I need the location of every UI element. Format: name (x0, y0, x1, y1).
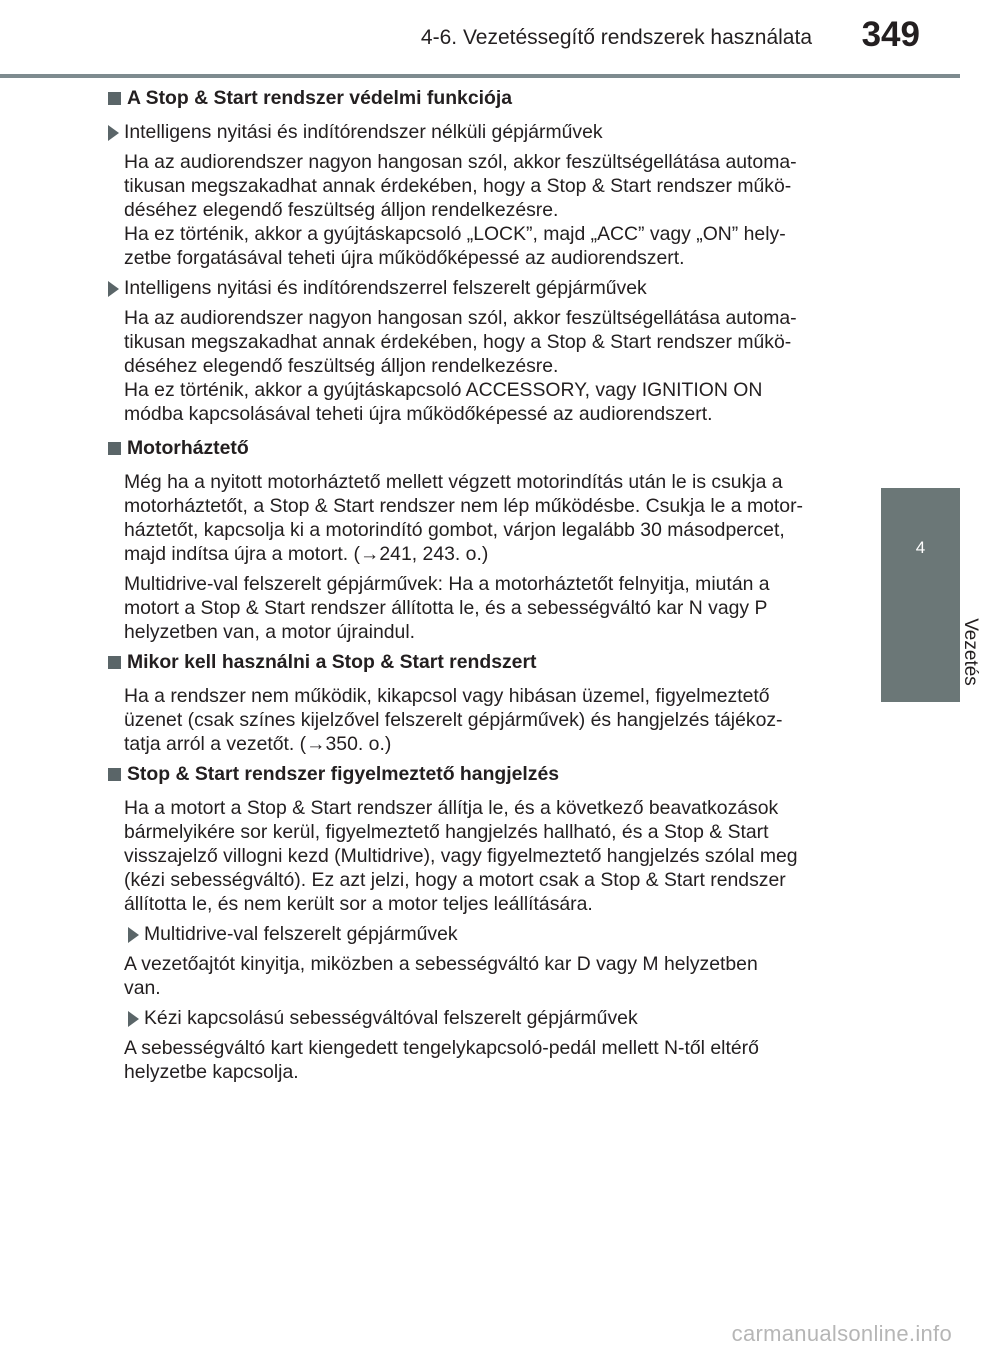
square-bullet-icon (108, 768, 121, 781)
sub-bullet (124, 922, 848, 946)
heading-text: Motorháztető (127, 437, 249, 459)
paragraph: Ha a rendszer nem működik, kikapcsol vagy hibásan üzemel, figyelmeztető üzenet (csak színes kijelzővel felszerelt gépjárművek) és hangjelzés tájékoz- tatja arról a vezetőt. (→350. o.) (124, 685, 783, 755)
section-heading (104, 762, 848, 790)
paragraph: Ha az audiorendszer nagyon hangosan szól, akkor feszültségellátása automa- tikusan megszakadhat annak érdekében, hogy a Stop & Start rendszer műkö- déséhez elegendő feszültség álljon rendelkezésre. Ha ez történik, akkor a gyújtáskapcsoló ACCESSORY, vagy IGNITION ON módba kapcsolásával teheti újra működőképessé az audiorendszert. (124, 307, 797, 425)
square-bullet-icon (108, 656, 121, 669)
page-content (104, 86, 848, 1090)
paragraph: Ha a motort a Stop & Start rendszer állítja le, és a következő beavatkozások bármelyikére sor kerül, figyelmeztető hangjelzés hallható, és a Stop & Start visszajelző villogni kezd (Multidrive), vagy figyelmeztető hangjelzés szólal meg (kézi sebességváltó). Ez azt jelzi, hogy a motort csak a Stop & Start rendszer állította le, és nem került sor a motor teljes leállítására. (124, 797, 798, 915)
bullet-text: Intelligens nyitási és indítórendszerrel felszerelt gépjárművek (124, 277, 647, 299)
bullet-text: Multidrive-val felszerelt gépjárművek (144, 923, 458, 945)
bullet-text: Kézi kapcsolású sebességváltóval felszerelt gépjárművek (144, 1007, 638, 1029)
paragraph: A sebességváltó kart kiengedett tengelykapcsoló-pedál mellett N-től eltérő helyzetbe kapcsolja. (124, 1037, 759, 1083)
paragraph: Ha az audiorendszer nagyon hangosan szól, akkor feszültségellátása automa- tikusan megszakadhat annak érdekében, hogy a Stop & Start rendszer műkö- déséhez elegendő feszültség álljon rendelkezésre. Ha ez történik, akkor a gyújtáskapcsoló „LOCK”, majd „ACC” vagy „ON” hely- zetbe forgatásával teheti újra működőképessé az audiorendszert. (124, 151, 797, 269)
chapter-label-container (881, 592, 981, 712)
header-divider (0, 74, 960, 78)
section-heading (104, 436, 848, 464)
page-header (0, 0, 960, 80)
heading-text: Mikor kell használni a Stop & Start rendszert (127, 651, 537, 673)
section-heading (104, 86, 848, 114)
page-number: 349 (861, 15, 920, 54)
sub-bullet (124, 1006, 848, 1030)
sub-bullet (104, 120, 848, 144)
watermark: carmanualsonline.info (731, 1321, 952, 1346)
triangle-bullet-icon (108, 125, 119, 141)
heading-text: Stop & Start rendszer figyelmeztető hangjelzés (127, 763, 560, 785)
chapter-number: 4 (915, 538, 926, 557)
paragraph: Még ha a nyitott motorháztető mellett végzett motorindítás után le is csukja a motorháztetőt, a Stop & Start rendszer nem lép működésbe. Csukja le a motor- háztetőt, kapcsolja ki a motorindító gombot, várjon legalább 30 másodpercet, majd indítsa újra a motort. (→241, 243. o.) (124, 471, 803, 565)
section-title: 4-6. Vezetéssegítő rendszerek használata (420, 26, 812, 49)
square-bullet-icon (108, 92, 121, 105)
paragraph: A vezetőajtót kinyitja, miközben a sebességváltó kar D vagy M helyzetben van. (124, 953, 758, 999)
triangle-bullet-icon (128, 1011, 139, 1027)
paragraph: Multidrive-val felszerelt gépjárművek: Ha a motorháztetőt felnyitja, miután a motort a Stop & Start rendszer állította le, és a sebességváltó kar N vagy P helyzetben van, a motor újraindul. (124, 573, 770, 643)
sub-bullet (104, 276, 848, 300)
heading-text: A Stop & Start rendszer védelmi funkciója (127, 87, 513, 109)
chapter-label: Vezetés (959, 618, 981, 686)
triangle-bullet-icon (128, 927, 139, 943)
section-heading (104, 650, 848, 678)
square-bullet-icon (108, 442, 121, 455)
triangle-bullet-icon (108, 281, 119, 297)
bullet-text: Intelligens nyitási és indítórendszer nélküli gépjárművek (124, 121, 603, 143)
